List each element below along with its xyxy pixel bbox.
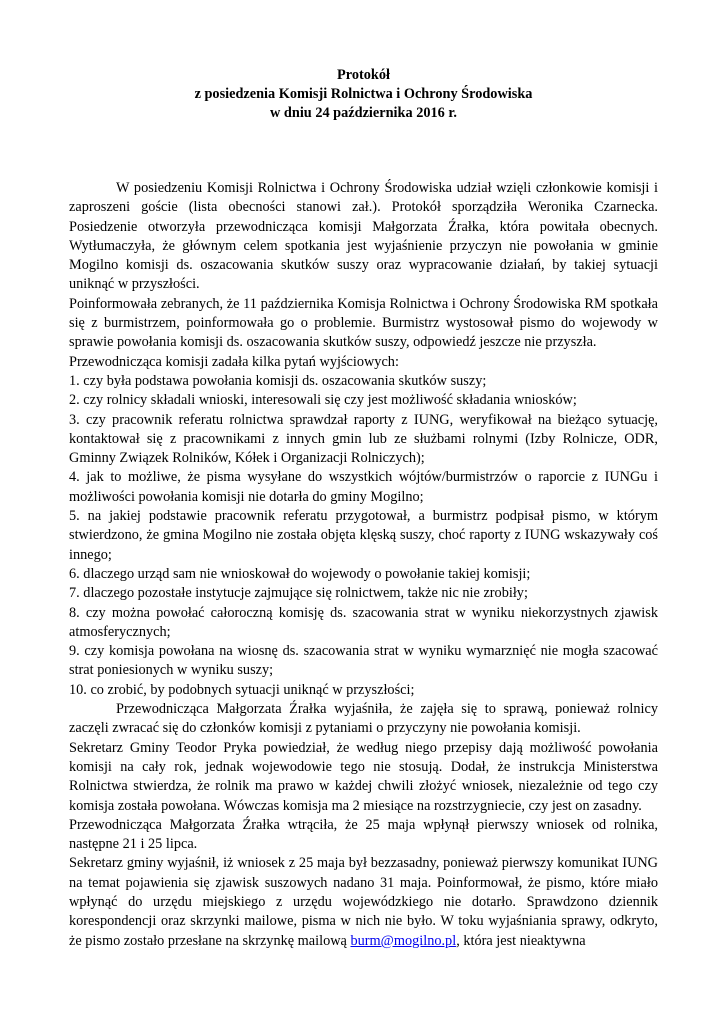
question-item: 1. czy była podstawa powołania komisji ds. oszacowania skutków suszy; [69,372,487,389]
question-item: 3. czy pracownik referatu rolnictwa sprawdzał raporty z IUNG, weryfikował na bieżąco sytuację, kontaktował się z pracownikami z innych gmin lub ze służbami rolnymi (Izby Rolnicze, ODR, Gminny Związek Rolników, Kółek i Organizacji Rolniczych); [69,411,658,467]
paragraph-chair-reply: Przewodnicząca Małgorzata Źrałka wyjaśniła, że zajęła się to sprawą, ponieważ rolnicy zaczęli zwracać się do członków komisji z pytaniami o przyczyny nie powołania komisji. [69,701,658,737]
spacer [69,123,658,179]
question-item: 6. dlaczego urząd sam nie wnioskował do wojewody o powołanie takiej komisji; [69,565,531,582]
question-item: 5. na jakiej podstawie pracownik referatu przygotował, a burmistrz podpisał pismo, w którym stwierdzono, że gmina Mogilno nie została objęta klęską suszy, choć raporty z IUNG wskazywały coś innego; [69,508,658,563]
question-item: 2. czy rolnicy składali wnioski, interesowali się czy jest możliwość składania wniosków; [69,392,577,409]
question-item: 7. dlaczego pozostałe instytucje zajmujące się rolnictwem, także nic nie zrobiły; [69,585,528,602]
question-item: 10. co zrobić, by podobnych sytuacji uniknąć w przyszłości; [69,681,415,698]
questions-intro: Przewodnicząca komisji zadała kilka pytań wyjściowych: [69,353,399,370]
secretary-explanation-text: Sekretarz gminy wyjaśnił, iż wniosek z 25 maja był bezzasadny, ponieważ pierwszy komunikat IUNG na temat pojawienia się zjawisk suszowych nadano 31 maja. Poinformował, że pismo, które miało wpłynąć do urzędu miejskiego z urzędu wojewódzkiego nie dotarło. Sprawdzono dziennik korespondencji oraz skrzynki mailowe, pisma w nich nie było. W toku wyjaśniania sprawy, odkryto, że pismo zostało przesłane na skrzynkę mailową [69,855,658,949]
question-item: 9. czy komisja powołana na wiosnę ds. szacowania strat w wyniku wymarznięć nie mogła szacować strat poniesionych w wyniku suszy; [69,643,658,679]
document-heading [69,66,658,123]
heading-subtitle: z posiedzenia Komisji Rolnictwa i Ochrony Środowiska [194,86,533,102]
question-item: 8. czy można powołać całoroczną komisję ds. szacowania strat w wyniku niekorzystnych zjawisk atmosferycznych; [69,604,658,640]
heading-title: Protokół [337,67,390,83]
secretary-explanation-tail: , która jest nieaktywna [456,932,586,949]
paragraph-secretary-statement: Sekretarz Gminy Teodor Pryka powiedział, że według niego przepisy dają możliwość powołania komisji na cały rok, jednak wojewodowie tego nie stosują. Dodał, że instrukcja Ministerstwa Rolnictwa stwierdza, że rolnik ma prawo w każdej chwili złożyć wniosek, niezależnie od tego czy komisja została powołana. Wówczas komisja ma 2 miesiące na rozstrzygniecie, czy jest on zasadny. [69,739,658,814]
email-link[interactable]: burm@mogilno.pl [350,932,457,949]
heading-date: w dniu 24 października 2016 r. [270,105,457,121]
question-item: 4. jak to możliwe, że pisma wysyłane do wszystkich wójtów/burmistrzów o raporcie z IUNGu i możliwości powołania komisji nie dotarła do gminy Mogilno; [69,469,658,505]
paragraph-info: Poinformowała zebranych, że 11 października Komisja Rolnictwa i Ochrony Środowiska RM spotkała się z burmistrzem, poinformowała go o problemie. Burmistrz wystosował pismo do wojewody w sprawie powołania komisji ds. oszacowania skutków suszy, odpowiedź jeszcze nie przyszła. [69,295,658,351]
paragraph-secretary-explanation [69,854,658,950]
paragraph-intro: W posiedzeniu Komisji Rolnictwa i Ochrony Środowiska udział wzięli członkowie komisji i zaproszeni goście (lista obecności stanowi zał.). Protokół sporządziła Weronika Czarnecka. Posiedzenie otworzyła przewodnicząca komisji Małgorzata Źrałka, która powitała obecnych. Wytłumaczyła, że głównym celem spotkania jest wyjaśnienie przyczyn nie powołania w gminie Mogilno komisji ds. oszacowania skutków suszy oraz wypracowanie działań, by takiej sytuacji uniknąć w przyszłości. [69,180,658,293]
paragraph-chair-interjection: Przewodnicząca Małgorzata Źrałka wtrąciła, że 25 maja wpłynął pierwszy wniosek od rolnika, następne 21 i 25 lipca. [69,816,658,853]
